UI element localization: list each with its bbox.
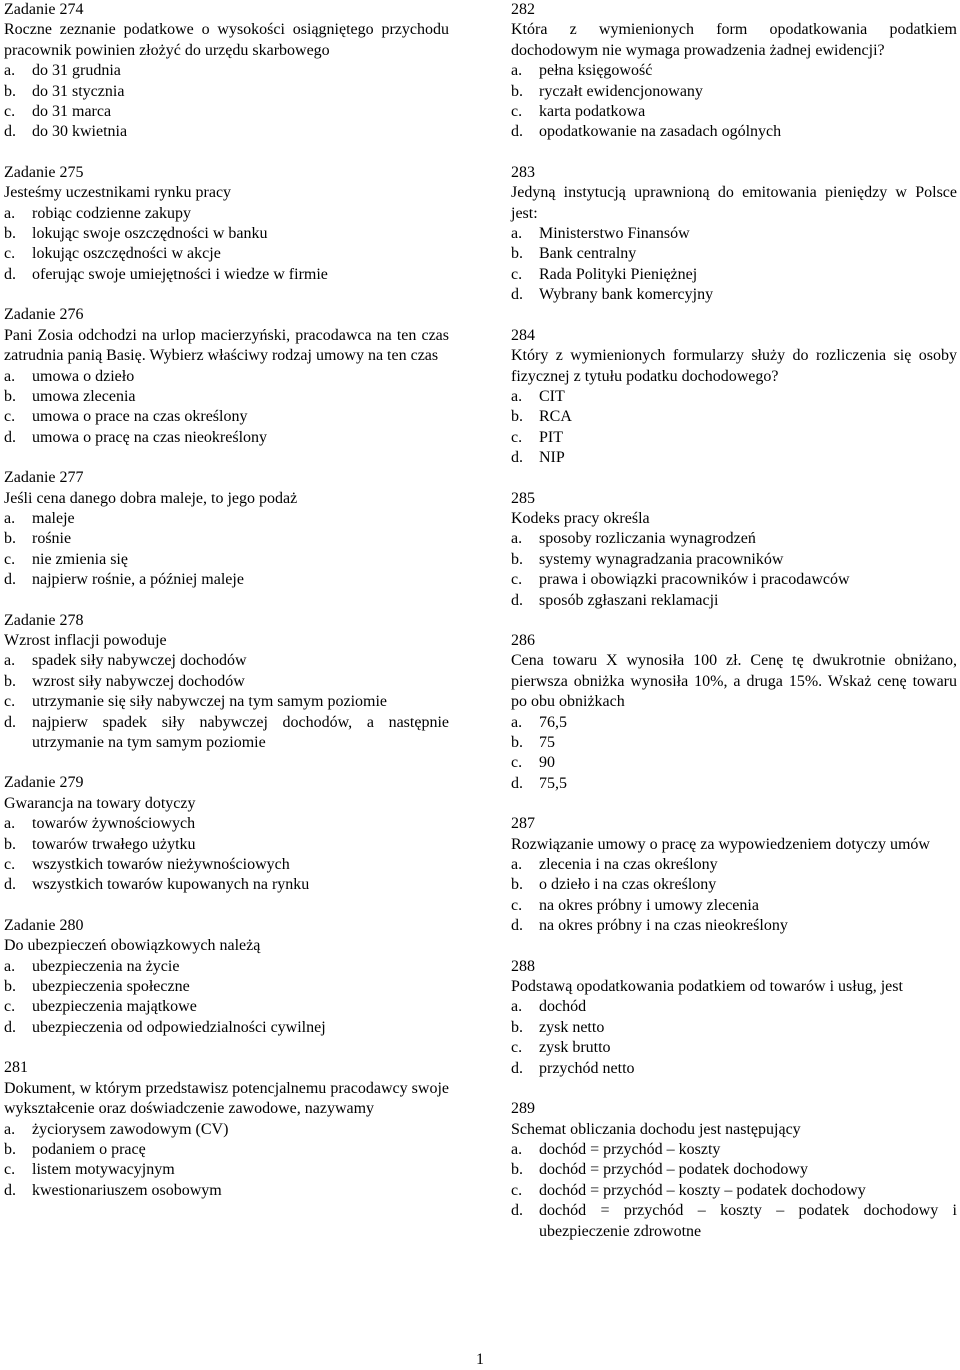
option-letter: c. (511, 428, 523, 446)
task-title: Zadanie 279 (4, 774, 84, 792)
option-text: do 31 stycznia (32, 82, 125, 100)
option-text: NIP (539, 449, 565, 467)
option-text: ubezpieczenia majątkowe (32, 998, 197, 1016)
option-letter: b. (4, 530, 16, 548)
answer-option (511, 428, 957, 448)
option-text: 90 (539, 754, 555, 772)
option-text: 76,5 (539, 713, 567, 731)
option-letter: b. (4, 387, 16, 405)
task-title: 281 (4, 1059, 28, 1077)
option-text: oferując swoje umiejętności i wiedze w firmie (32, 265, 328, 283)
answer-option (4, 82, 449, 102)
option-letter: d. (511, 1059, 523, 1077)
option-letter: b. (511, 245, 523, 263)
task-block (511, 163, 957, 306)
answer-options (4, 61, 449, 143)
task-title: 284 (511, 326, 535, 344)
option-letter: d. (4, 1181, 16, 1199)
task-question: Roczne zeznanie podatkowe o wysokości osiągniętego przychodu pracownik powinien złożyć do urzędu skarbowego (4, 21, 449, 59)
answer-option (4, 672, 449, 692)
option-letter: d. (4, 713, 16, 731)
task-title: 287 (511, 815, 535, 833)
answer-option (4, 61, 449, 81)
answer-option (511, 753, 957, 773)
answer-option (4, 102, 449, 122)
option-text: dochód (539, 998, 587, 1016)
option-text: Rada Polityki Pieniężnej (539, 265, 698, 283)
answer-option (4, 835, 449, 855)
answer-option (4, 204, 449, 224)
option-text: Wybrany bank komercyjny (539, 286, 714, 304)
option-text: na okres próbny i na czas nieokreślony (539, 917, 788, 935)
answer-option (511, 224, 957, 244)
option-letter: c. (511, 571, 523, 589)
option-letter: b. (4, 835, 16, 853)
option-letter: a. (511, 856, 523, 874)
option-text: Bank centralny (539, 245, 637, 263)
option-letter: c. (511, 754, 523, 772)
option-letter: b. (511, 734, 523, 751)
option-text: umowa zlecenia (32, 387, 136, 405)
option-text: spadek siły nabywczej dochodów (32, 652, 247, 670)
task-question: Który z wymienionych formularzy służy do rozliczenia się osoby fizycznej z tytułu podatku dochodowego? (511, 347, 957, 385)
answer-option (4, 407, 449, 427)
option-letter: b. (511, 550, 523, 568)
task-question: Pani Zosia odchodzi na urlop macierzyński, pracodawca na ten czas zatrudnia panią Basię. Wybierz właściwy rodzaj umowy na ten czas (4, 326, 449, 365)
option-letter: b. (511, 1161, 523, 1179)
answer-option (511, 916, 957, 936)
option-text: umowa o pracę na czas nieokreślony (32, 428, 268, 446)
option-text: ryczałt ewidencjonowany (539, 82, 703, 100)
right-column (511, 0, 957, 1262)
option-letter: d. (511, 1202, 523, 1220)
answer-option (511, 855, 957, 875)
option-letter: b. (4, 225, 16, 243)
option-text: wszystkich towarów kupowanych na rynku (32, 876, 310, 894)
task-block (511, 1099, 957, 1242)
answer-option (511, 407, 957, 427)
option-letter: a. (511, 225, 523, 243)
option-text: ubezpieczenia od odpowiedzialności cywilnej (32, 1018, 326, 1036)
answer-option (4, 570, 449, 590)
option-letter: a. (4, 367, 16, 385)
option-letter: a. (4, 509, 16, 527)
option-letter: c. (4, 103, 16, 121)
answer-option (4, 529, 449, 549)
option-letter: d. (511, 449, 523, 467)
option-text: systemy wynagradzania pracowników (539, 550, 784, 568)
answer-option (4, 1181, 449, 1201)
answer-options (4, 204, 449, 286)
option-letter: b. (511, 82, 523, 100)
option-text: dochód = przychód – podatek dochodowy (539, 1161, 808, 1179)
answer-option (511, 774, 957, 794)
option-letter: b. (4, 978, 16, 996)
task-title: 289 (511, 1100, 535, 1118)
answer-option (4, 224, 449, 244)
task-question: Jeśli cena danego dobra maleje, to jego podaż (4, 489, 298, 507)
answer-options (511, 529, 957, 611)
option-letter: a. (4, 815, 16, 833)
option-letter: d. (4, 428, 16, 446)
answer-options (511, 997, 957, 1079)
answer-option (511, 733, 957, 753)
task-title: Zadanie 274 (4, 1, 84, 18)
option-letter: c. (4, 245, 16, 263)
answer-option (511, 82, 957, 102)
option-text: PIT (539, 428, 563, 446)
option-letter: d. (511, 286, 523, 304)
answer-options (511, 387, 957, 469)
option-letter: d. (4, 571, 16, 589)
option-letter: c. (4, 408, 16, 426)
answer-option (511, 387, 957, 407)
task-question: Do ubezpieczeń obowiązkowych należą (4, 937, 261, 955)
option-text: życiorysem zawodowym (CV) (32, 1120, 229, 1138)
answer-option (4, 387, 449, 407)
task-block (4, 1058, 449, 1201)
option-text: Ministerstwo Finansów (539, 225, 690, 243)
option-text: opodatkowanie na zasadach ogólnych (539, 123, 782, 141)
option-letter: d. (511, 123, 523, 141)
option-text: maleje (32, 509, 75, 527)
answer-option (511, 997, 957, 1017)
answer-option (4, 265, 449, 285)
task-block (4, 163, 449, 285)
task-block (4, 0, 449, 143)
option-text: 75,5 (539, 774, 567, 792)
option-text: CIT (539, 387, 565, 405)
option-text: sposób zgłaszani reklamacji (539, 591, 719, 609)
option-letter: b. (511, 876, 523, 894)
option-text: zlecenia i na czas określony (539, 856, 718, 874)
option-letter: a. (511, 998, 523, 1016)
option-letter: a. (511, 530, 523, 548)
option-text: karta podatkowa (539, 103, 646, 121)
answer-option (4, 550, 449, 570)
answer-option (511, 61, 957, 81)
answer-options (4, 509, 449, 591)
left-column (4, 0, 449, 1221)
option-letter: c. (511, 265, 523, 283)
option-text: wzrost siły nabywczej dochodów (32, 672, 245, 690)
option-letter: b. (4, 82, 16, 100)
option-letter: a. (511, 62, 523, 80)
option-letter: a. (511, 387, 523, 405)
answer-option (4, 1120, 449, 1140)
option-letter: d. (4, 1018, 16, 1036)
option-letter: c. (511, 1039, 523, 1057)
option-letter: c. (4, 998, 16, 1016)
task-question: Kodeks pracy określa (511, 509, 650, 527)
task-block (511, 631, 957, 794)
answer-option (4, 875, 449, 895)
answer-options (4, 651, 449, 753)
task-block (4, 611, 449, 754)
answer-option (4, 855, 449, 875)
answer-options (4, 367, 449, 449)
option-text: sposoby rozliczania wynagrodzeń (539, 530, 756, 548)
option-text: 75 (539, 734, 555, 751)
answer-option (4, 957, 449, 977)
answer-option (4, 1018, 449, 1038)
option-text: podaniem o pracę (32, 1140, 146, 1158)
option-text: kwestionariuszem osobowym (32, 1181, 222, 1199)
option-text: ubezpieczenia społeczne (32, 978, 190, 996)
option-text: umowa o prace na czas określony (32, 408, 248, 426)
option-letter: a. (4, 652, 16, 670)
task-block (511, 957, 957, 1079)
option-text: dochód = przychód – koszty (539, 1140, 721, 1158)
task-question: Jesteśmy uczestnikami rynku pracy (4, 184, 232, 202)
option-letter: a. (4, 204, 16, 222)
answer-option (511, 1018, 957, 1038)
answer-option (511, 102, 957, 122)
task-title: 282 (511, 1, 535, 18)
task-title: 286 (511, 631, 535, 649)
task-title: Zadanie 278 (4, 611, 84, 629)
option-letter: d. (4, 123, 16, 141)
option-text: do 31 grudnia (32, 62, 121, 80)
answer-option (4, 122, 449, 142)
answer-option (511, 1181, 957, 1201)
answer-option (4, 367, 449, 387)
option-text: przychód netto (539, 1059, 635, 1077)
answer-option (511, 896, 957, 916)
option-text: towarów żywnościowych (32, 815, 196, 833)
answer-option (511, 1160, 957, 1180)
option-letter: d. (4, 876, 16, 894)
task-question: Schemat obliczania dochodu jest następujący (511, 1120, 801, 1138)
answer-options (4, 957, 449, 1039)
option-letter: d. (511, 591, 523, 609)
answer-option (4, 651, 449, 671)
answer-option (511, 529, 957, 549)
answer-option (4, 428, 449, 448)
option-text: zysk netto (539, 1018, 605, 1036)
option-text: ubezpieczenia na życie (32, 957, 180, 975)
answer-option (4, 713, 449, 754)
answer-option (511, 448, 957, 468)
task-block (511, 489, 957, 611)
option-letter: b. (4, 672, 16, 690)
answer-option (511, 1201, 957, 1242)
answer-option (4, 814, 449, 834)
task-title: 285 (511, 489, 535, 507)
task-question: Cena towaru X wynosiła 100 zł. Cenę tę dwukrotnie obniżano, pierwsza obniżka wynosiła 10%, a druga 15%. Wskaż cenę towaru po obu obniżkach (511, 652, 957, 711)
option-letter: a. (4, 957, 16, 975)
answer-option (4, 1140, 449, 1160)
answer-option (4, 1160, 449, 1180)
answer-option (511, 591, 957, 611)
option-letter: a. (4, 62, 16, 80)
task-title: Zadanie 275 (4, 163, 84, 181)
option-text: wszystkich towarów nieżywnościowych (32, 856, 290, 874)
option-text: RCA (539, 408, 572, 426)
task-question: Wzrost inflacji powoduje (4, 631, 167, 649)
answer-options (511, 61, 957, 143)
answer-options (511, 224, 957, 306)
answer-option (511, 285, 957, 305)
option-letter: b. (4, 1140, 16, 1158)
task-title: 283 (511, 163, 535, 181)
task-question: Podstawą opodatkowania podatkiem od towarów i usług, jest (511, 978, 903, 996)
task-question: Dokument, w którym przedstawisz potencjalnemu pracodawcy swoje wykształcenie oraz doświadczenie zawodowe, nazywamy (4, 1079, 449, 1118)
task-question: Gwarancja na towary dotyczy (4, 794, 196, 812)
task-title: Zadanie 277 (4, 469, 84, 487)
option-text: na okres próbny i umowy zlecenia (539, 896, 759, 914)
option-letter: c. (4, 693, 16, 711)
option-text: zysk brutto (539, 1039, 611, 1057)
option-text: o dzieło i na czas określony (539, 876, 717, 894)
page-number: 1 (476, 1351, 484, 1368)
option-letter: b. (511, 1018, 523, 1036)
option-letter: c. (511, 1181, 523, 1199)
task-title: 288 (511, 957, 535, 975)
answer-options (511, 855, 957, 937)
option-text: lokując swoje oszczędności w banku (32, 225, 268, 243)
task-question: Jedyną instytucją uprawnioną do emitowania pieniędzy w Polsce jest: (511, 184, 957, 222)
option-letter: a. (511, 713, 523, 731)
option-letter: c. (511, 103, 523, 121)
task-block (511, 814, 957, 936)
answer-option (4, 244, 449, 264)
answer-option (4, 977, 449, 997)
option-letter: c. (4, 1161, 16, 1179)
task-block (511, 0, 957, 143)
option-text: robiąc codzienne zakupy (32, 204, 192, 222)
option-letter: d. (511, 774, 523, 792)
answer-options (4, 1120, 449, 1202)
option-text: prawa i obowiązki pracowników i pracodawców (539, 571, 850, 589)
option-letter: c. (511, 896, 523, 914)
answer-option (4, 692, 449, 712)
answer-option (511, 570, 957, 590)
task-block (4, 305, 449, 448)
option-letter: d. (4, 265, 16, 283)
option-letter: c. (4, 550, 16, 568)
option-text: towarów trwałego użytku (32, 835, 196, 853)
answer-options (511, 713, 957, 795)
task-title: Zadanie 280 (4, 916, 84, 934)
option-letter: a. (4, 1120, 16, 1138)
option-letter: a. (511, 1140, 523, 1158)
option-text: pełna księgowość (539, 62, 653, 80)
answer-option (511, 875, 957, 895)
option-letter: b. (511, 408, 523, 426)
answer-option (511, 550, 957, 570)
answer-options (4, 814, 449, 896)
option-text: do 30 kwietnia (32, 123, 128, 141)
option-text: do 31 marca (32, 103, 112, 121)
answer-option (4, 509, 449, 529)
answer-option (511, 122, 957, 142)
answer-option (511, 244, 957, 264)
option-text: listem motywacyjnym (32, 1161, 175, 1179)
task-block (511, 326, 957, 469)
option-text: najpierw spadek siły nabywczej dochodów, a następnie utrzymanie na tym samym poziomie (32, 713, 449, 751)
task-block (4, 773, 449, 895)
option-text: dochód = przychód – koszty – podatek dochodowy (539, 1181, 866, 1199)
task-question: Rozwiązanie umowy o pracę za wypowiedzeniem dotyczy umów (511, 835, 930, 853)
option-text: umowa o dzieło (32, 367, 135, 385)
option-text: najpierw rośnie, a później maleje (32, 571, 244, 589)
option-text: utrzymanie się siły nabywczej na tym samym poziomie (32, 693, 388, 711)
task-title: Zadanie 276 (4, 306, 84, 324)
option-text: nie zmienia się (32, 550, 128, 568)
answer-option (511, 1140, 957, 1160)
task-block (4, 468, 449, 590)
task-question: Która z wymienionych form opodatkowania podatkiem dochodowym nie wymaga prowadzenia żadnej ewidencji? (511, 21, 957, 59)
option-text: lokując oszczędności w akcje (32, 245, 221, 263)
answer-option (511, 1059, 957, 1079)
answer-options (511, 1140, 957, 1242)
answer-option (511, 713, 957, 733)
option-text: rośnie (32, 530, 72, 548)
answer-option (4, 997, 449, 1017)
option-letter: d. (511, 917, 523, 935)
answer-option (511, 1038, 957, 1058)
task-block (4, 916, 449, 1038)
option-letter: c. (4, 856, 16, 874)
answer-option (511, 265, 957, 285)
option-text: dochód = przychód – koszty – podatek dochodowy i ubezpieczenie zdrowotne (539, 1202, 957, 1240)
